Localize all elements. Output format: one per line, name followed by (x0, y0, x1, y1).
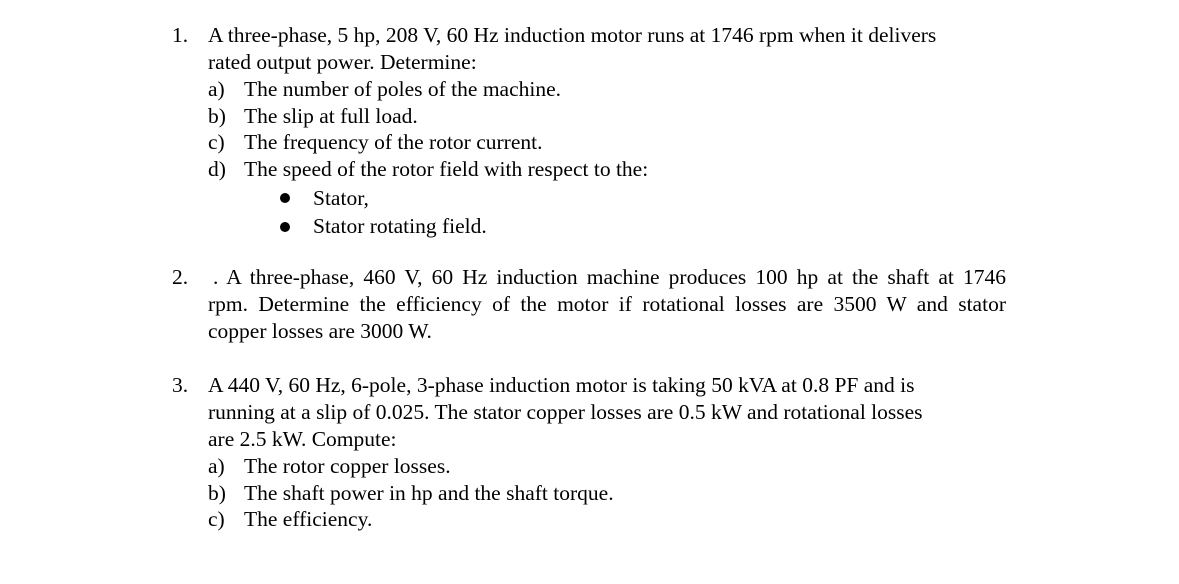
part-text: The slip at full load. (244, 103, 418, 128)
problem-number: 3. (172, 373, 189, 397)
part-text: The number of poles of the machine. (244, 77, 562, 101)
bullet-icon (280, 222, 290, 232)
problem-text-line: rpm. Determine the efficiency of the motor if rotational losses are 3500 W and stator (208, 292, 1006, 316)
part-label: a) (208, 454, 225, 478)
part-text: The speed of the rotor field with respect to the: (244, 156, 649, 181)
part-label: b) (208, 103, 226, 128)
problem-text-line: running at a slip of 0.025. The stator copper losses are 0.5 kW and rotational losses (208, 400, 923, 424)
part-label: c) (208, 130, 225, 154)
problem-number: 2. (172, 265, 189, 289)
problem-text-line: . A three-phase, 460 V, 60 Hz induction machine produces 100 hp at the shaft at 1746 (213, 265, 1006, 289)
problem-text-line: A three-phase, 5 hp, 208 V, 60 Hz induction motor runs at 1746 rpm when it delivers (208, 23, 937, 47)
part-label: c) (208, 507, 225, 531)
part-text: The frequency of the rotor current. (244, 130, 543, 154)
part-text: The shaft power in hp and the shaft torque. (244, 480, 614, 505)
bullet-text: Stator, (313, 186, 369, 210)
problem-text-line: copper losses are 3000 W. (208, 319, 432, 343)
part-label: a) (208, 77, 225, 101)
part-text: The rotor copper losses. (244, 454, 451, 478)
problem-text-line: rated output power. Determine: (208, 50, 477, 74)
problem-text-line: are 2.5 kW. Compute: (208, 427, 397, 451)
part-text: The efficiency. (244, 507, 373, 531)
problem-text-line: A 440 V, 60 Hz, 6-pole, 3-phase induction motor is taking 50 kVA at 0.8 PF and is (208, 373, 915, 397)
part-label: b) (208, 480, 226, 505)
bullet-text: Stator rotating field. (313, 214, 487, 238)
part-label: d) (208, 156, 226, 181)
bullet-icon (280, 193, 290, 203)
problem-number: 1. (172, 23, 189, 47)
